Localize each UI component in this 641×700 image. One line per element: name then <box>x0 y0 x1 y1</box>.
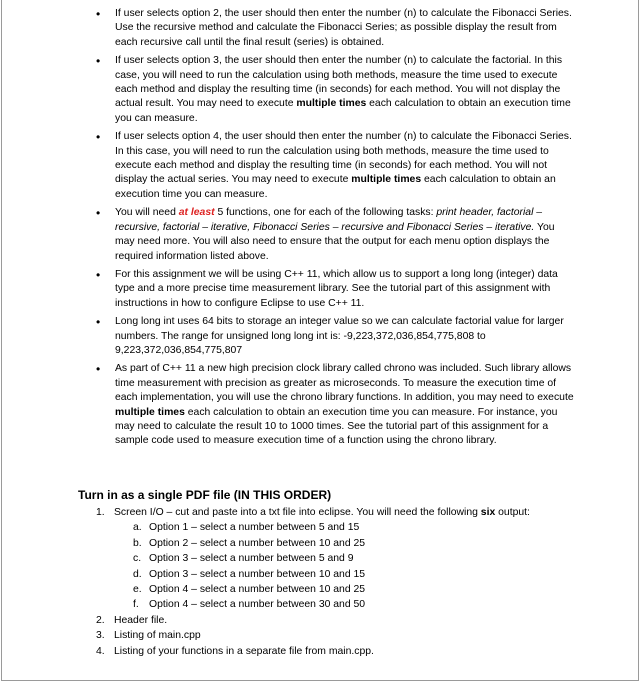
bullet-icon: • <box>96 315 101 330</box>
bullet-icon: • <box>96 362 101 377</box>
turnin-subitem-e: e. Option 4 – select a number between 10 and 25 <box>133 584 366 596</box>
bullet-option-3: • If user selects option 3, the user should then enter the number (n) to calculate the factorial. In this case, you will need to run the calculation using both methods, measure the time used to execute each method and display the resulting time (in seconds) for each method. You will not display the actual result. You may need to execute multiple times each calculation to obtain an execution time you can measure. <box>96 54 571 124</box>
turnin-subitem-b: b. Option 2 – select a number between 10 and 25 <box>133 537 366 549</box>
turnin-item-3: 3. Listing of main.cpp <box>96 630 201 642</box>
bullet-icon: • <box>96 267 101 282</box>
bullet-option-4: • If user selects option 4, the user should then enter the number (n) to calculate the Fibonacci Series. In this case, you will need to run the calculation using both methods, measure the time used to execute each method and display the resulting time (in seconds) for each method. You will not display the actual series. You may need to execute multiple times each calculation to obtain an execution time you can measure. <box>96 130 572 200</box>
turnin-item-4: 4. Listing of your functions in a separate file from main.cpp. <box>96 645 374 657</box>
page-border-bottom <box>1 680 638 681</box>
bullet-functions: • You will need at least 5 functions, one for each of the following tasks: print header, factorial – recursive, factorial – iterative, Fibonacci Series – recursive and Fibonacci Series – iterative. You may need more. You will also need to ensure that the output for each menu option displays the required information listed above. <box>96 206 555 262</box>
bullet-icon: • <box>96 206 101 221</box>
bullet-icon: • <box>96 7 101 21</box>
bullet-cpp11: • For this assignment we will be using C++ 11, which allow us to support a long long (integer) data type and a more precise time measurement library. See the tutorial part of this assignment with instructions in how to configure Eclipse to use C++ 11. <box>96 267 558 309</box>
turnin-subitem-c: c. Option 3 – select a number between 5 and 9 <box>133 553 354 565</box>
requirements-list <box>93 7 575 453</box>
page-border-right <box>638 0 639 681</box>
page-border-left <box>1 0 2 681</box>
bullet-long-long: • Long long int uses 64 bits to storage an integer value so we can calculate factorial value for larger numbers. The range for unsigned long long int is: -9,223,372,036,854,775,808 to 9,223,372,036,854,775,807 <box>96 315 564 356</box>
turnin-item-1: 1. Screen I/O – cut and paste into a txt file into eclipse. You will need the following six output: <box>96 507 530 518</box>
turnin-list <box>96 505 576 659</box>
turnin-subitem-f: f. Option 4 – select a number between 30 and 50 <box>133 599 366 611</box>
turnin-heading: Turn in as a single PDF file (IN THIS ORDER) <box>78 488 332 502</box>
turnin-subitem-d: d. Option 3 – select a number between 10 and 15 <box>133 568 366 580</box>
bullet-chrono: • As part of C++ 11 a new high precision clock library called chrono was included. Such library allows time measurement with precision as greater as microseconds. To measure the execution time of each implementation, you will use the chrono library functions. In addition, you may need to execute multiple times each calculation to obtain an execution time you can measure. For instance, you may need to calculate the result 10 to 1000 times. See the tutorial part of this assignment for a sample code used to measure execution time of a function using the chrono library. <box>96 362 574 447</box>
turnin-subitem-a: a. Option 1 – select a number between 5 and 15 <box>133 522 360 534</box>
turnin-item-2: 2. Header file. <box>96 614 168 626</box>
bullet-option-2: • If user selects option 2, the user should then enter the number (n) to calculate the Fibonacci Series. Use the recursive method and calculate the Fibonacci Series; as possible display the result from each recursive call until the final result (series) is obtained. <box>96 7 572 48</box>
bullet-icon: • <box>96 130 101 145</box>
bullet-icon: • <box>96 54 101 69</box>
